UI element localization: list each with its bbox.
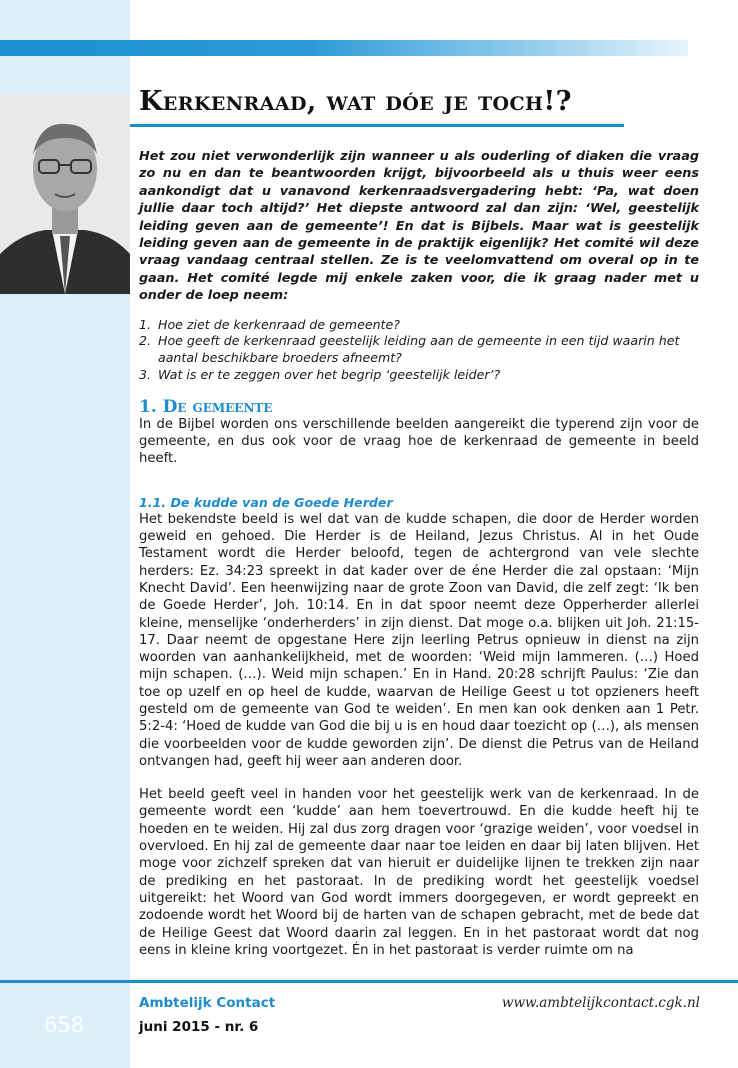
article-body <box>139 148 699 959</box>
list-item-number: 3. <box>139 367 152 383</box>
magazine-name: Ambtelijk Contact <box>139 995 276 1011</box>
body-paragraph: Het beeld geeft veel in handen voor het geestelijk werk van de kerkenraad. In de gemeente wordt een ‘kudde’ aan hem toevertrouwd. En die kudde heeft hij te hoeden en te weiden. Hij zal dus zorg dragen voor ‘grazige weiden’, voor voedsel in overvloed. En hij zal de gemeente daar naar toe leiden en daar bij laten blijven. Het moge voor zichzelf spreken dat van hieruit er duidelijke lijnen te trekken zijn naar de prediking en het pastoraat. In de prediking wordt het geestelijk voedsel uitgereikt: het Woord van God wordt immers doorgegeven, er wordt gepreekt en zodoende wordt het Woord bij de harten van de schapen gebracht, met de bede dat de Heilige Geest dat Woord daarin zal leggen. En in het pastoraat wordt dat nog eens in kleine kring voortgezet. Én in het pastoraat is verder ruimte om na <box>139 787 699 958</box>
body-paragraph: Het bekendste beeld is wel dat van de kudde schapen, die door de Herder worden geweid en gehoed. Die Herder is de Heiland, Jezus Christus. Al in het Oude Testament wordt die Herder beloofd, tegen de achtergrond van vele slechte herders: Ez. 34:23 spreekt in dat kader over de éne Herder die zal opstaan: ‘Mijn Knecht David’. Een heenwijzing naar de grote Zoon van David, die zelf zegt: ‘Ik ben de Goede Herder’, Joh. 10:14. En in dat spoor neemt deze Opperherder allerlei kleine, menselijke ‘onderherders’ in zijn dienst. Dat moge o.a. blijken uit Joh. 21:15-17. Daar neemt de opgestane Here zijn leerling Petrus opnieuw in dienst na zijn woorden van aanhankelijkheid, met de woorden: ‘Weid mijn lammeren. (…) Hoed mijn schapen. (…). Weid mijn schapen.’ En in Hand. 20:28 schrijft Paulus: ‘Zie dan toe op uzelf en op heel de kudde, waarvan de Heilige Geest u tot opzieners heeft gesteld om de gemeente van God te weiden’. En men kan ook denken aan 1 Petr. 5:2-4: ‘Hoed de kudde van God die bij u is en houd daar toezicht op (…), als mensen die voorbeelden voor de kudde geworden zijn’. De dienst die Petrus van de Heiland ontvangen had, geeft hij weer aan anderen door. <box>139 511 699 769</box>
title-underline <box>130 124 624 127</box>
footer-rule <box>0 980 738 983</box>
subsection-heading: 1.1. De kudde van de Goede Herder <box>139 494 393 510</box>
spacer <box>139 468 699 494</box>
list-item-number: 1. <box>139 316 152 332</box>
list-item <box>139 317 699 334</box>
list-item-text: Hoe geeft de kerkenraad geestelijk leiding aan de gemeente in een tijd waarin het aantal beschikbare broeders afneemt? <box>158 333 680 366</box>
question-list <box>139 317 699 384</box>
article-title: Kerkenraad, wat dóe je toch!? <box>139 86 572 117</box>
spacer <box>139 770 699 786</box>
list-item <box>139 367 699 384</box>
website-url[interactable]: www.ambtelijkcontact.cgk.nl <box>501 995 700 1011</box>
page-number: 658 <box>44 1013 85 1037</box>
article-intro: Het zou niet verwonderlijk zijn wanneer u als ouderling of diaken die vraag zo nu en dan te beantwoorden krijgt, bijvoorbeeld als u thuis weer eens aankondigt dat u vanavond kerkenraadsvergadering hebt: ‘Pa, wat doen jullie daar toch altijd?’ Het diepste antwoord zal dan zijn: ‘Wel, geestelijk leiding geven aan de gemeente’! En dat is Bijbels. Maar wat is geestelijk leiding geven aan de gemeente in de praktijk eigenlijk? Het comité wil deze vraag vandaag centraal stellen. Ze is te veelomvattend om overal op in te gaan. Het comité legde mij enkele zaken voor, die ik graag nader met u onder de loep neem: <box>139 149 699 304</box>
list-item-text: Wat is er te zeggen over het begrip ‘geestelijk leider’? <box>158 367 501 383</box>
section-paragraph: In de Bijbel worden ons verschillende beelden aangereikt die typerend zijn voor de gemeente, en dus ook voor de vraag hoe de kerkenraad de gemeente in beeld heeft. <box>139 416 699 467</box>
author-portrait-image <box>0 94 130 294</box>
list-item-number: 2. <box>139 333 152 349</box>
list-item-text: Hoe ziet de kerkenraad de gemeente? <box>158 316 400 332</box>
issue-info: juni 2015 - nr. 6 <box>139 1019 259 1035</box>
header-color-bar <box>0 40 688 56</box>
list-item <box>139 333 699 367</box>
author-photo <box>0 94 130 294</box>
section-heading: 1. De gemeente <box>139 396 273 417</box>
